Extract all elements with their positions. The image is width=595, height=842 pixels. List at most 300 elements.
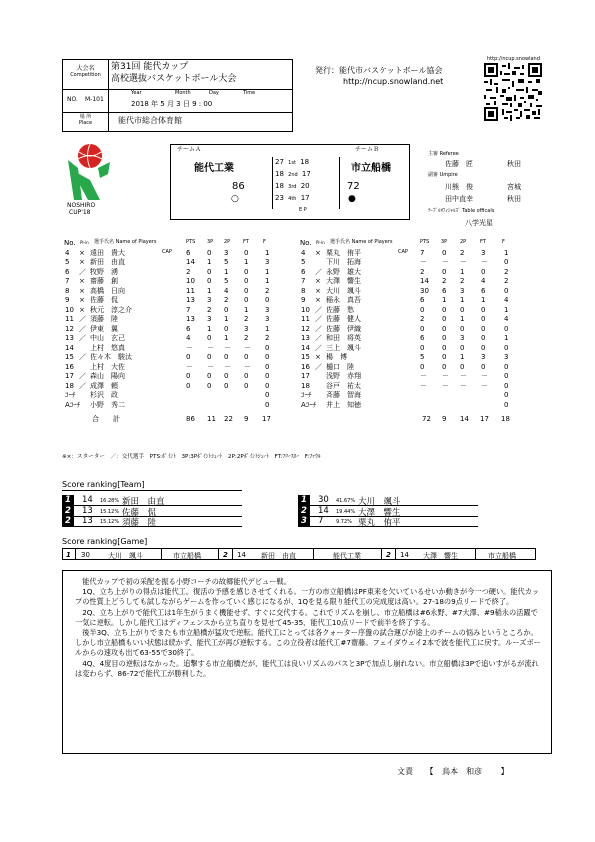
umpire-label: 副審 Umpire [428,172,458,178]
player-fouls: 1 [504,305,509,314]
player-entry-mark: ／ [79,372,86,380]
ranking-rank: 1 [65,495,71,505]
player-2p: 0 [460,343,465,352]
table-officials-value: 八学光星 [465,219,493,227]
period-3-label: 3rd [288,184,297,190]
date-label-month: Month [175,90,191,96]
player-fouls: 2 [265,286,270,295]
game-name-1: 大川 颯斗 [108,552,143,560]
place-value: 能代市総合体育館 [118,116,182,125]
abbreviation-legend: ※×：スターター ／：交代選手 PTS:ﾎﾟｲﾝﾄ 3P:3Pﾎﾟｲﾝﾄｼｭｰﾄ 2P:2Pﾎﾟｲﾝﾄｼｭｰﾄ FT:ﾌﾘｰｽﾛｰ F:ﾌｧｳﾙ [62,454,321,460]
player-fouls: 3 [265,258,270,266]
player-pts: 13 [186,296,195,304]
player-pts: 0 [420,343,425,352]
player-ft: 0 [244,277,249,285]
table-officials-label: ﾃｰﾌﾞﾙｵﾌｨｼｬﾙｽﾞ Table officals [428,208,495,214]
player-ft: 1 [244,258,249,266]
header-2p: 2P [224,239,231,245]
author-label: 文責 [397,767,413,776]
player-fouls: 4 [504,315,509,323]
player-entry-mark: ／ [315,334,322,342]
player-name: 成澤 頼 [90,381,118,390]
player-2p: 1 [460,267,465,276]
qr-code-icon [484,63,542,121]
player-name: 和田 将英 [326,334,361,342]
competition-row [63,60,292,90]
player-entry-mark: × [79,286,85,295]
player-entry-mark: ／ [315,267,322,276]
player-fouls: 2 [265,334,270,342]
player-ft: － [244,362,251,371]
player-3p: 1 [207,258,212,266]
player-3p: 0 [207,277,212,285]
player-entry-mark: × [79,277,85,285]
ranking-pts: 13 [82,516,93,526]
player-pts: － [420,372,427,380]
player-3p: 6 [442,286,447,295]
player-fouls: 2 [504,277,509,285]
report-paragraph: 後半3Q、立ち上がりでまたも市立船橋が猛攻で逆転。能代工にとっては各クォーター序盤の試合運びが途上のチームの悩みというところか。しかし市立船橋もいい状態は続かず、能代工が再び逆転する。この立役者は能代工#7齋藤。フェイダウェイ2本で波を能代工に戻す。ルーズボールからの速攻も出て63-55で30終了。 [75,628,541,658]
player-3p: 0 [442,267,447,276]
author-line [397,767,509,777]
game-rank-3: 2 [386,551,391,559]
player-name: 中山 玄己 [90,334,125,342]
player-name: 伊東 翼 [90,324,118,333]
player-2p: － [224,362,231,371]
player-fouls: 3 [265,315,270,323]
player-name: 遠田 貴大 [90,248,125,257]
player-3p: － [207,343,214,352]
player-3p: － [442,258,449,266]
player-2p: 0 [224,372,229,380]
player-number: 12 [301,324,310,333]
player-name: 佐々木 駿汰 [90,353,132,361]
player-number: 13 [301,334,310,342]
player-entry-mark: ／ [315,315,322,323]
player-ft: 0 [481,305,486,314]
period-row [275,158,309,166]
player-name: 大澤 響生 [326,277,361,285]
date-value: 2018 年 5 月 3 日 9 : 00 [131,100,213,108]
player-2p: 1 [224,267,229,276]
date-label-year: Year [131,90,142,96]
player-3p: 0 [442,362,447,371]
player-fouls: 2 [504,267,509,276]
player-2p: 3 [460,334,465,342]
player-number: 17 [65,372,74,380]
player-2p: 2 [460,248,465,257]
referee-pref: 秋田 [507,160,521,168]
player-number: 5 [65,258,70,266]
player-fouls: 0 [504,391,509,399]
place-label: 場 所 [79,114,92,120]
player-name: 下川 拓海 [326,258,361,266]
header-ft: FT [243,239,249,245]
ranking-game-title: Score ranking[Game] [62,537,148,546]
place-row [63,112,292,131]
player-number: 15 [65,353,74,361]
ranking-pts: 14 [82,495,93,505]
player-number: 10 [301,305,310,314]
player-name: 三上 颯斗 [326,343,361,352]
header-ft: FT [480,239,486,245]
player-fouls: 4 [504,296,509,304]
umpire2-pref: 秋田 [507,195,521,203]
total-f: 17 [262,415,271,423]
player-number: 8 [65,286,70,295]
player-2p: 0 [460,305,465,314]
ranking-pct: 15.12% [100,508,120,515]
period-1-b: 18 [300,158,310,166]
player-name: 谷戸 祐太 [326,381,361,390]
player-entry-mark: ／ [79,267,86,276]
ranking-name: 大澤 響生 [358,507,401,518]
game-pts-2: 14 [237,551,246,559]
player-ft: 0 [481,267,486,276]
player-2p: 0 [224,381,229,390]
player-number: 5 [301,258,306,266]
player-number: ｺｰﾁ [301,391,312,399]
ranking-pts: 30 [318,495,329,505]
report-paragraph: 1Q、立ち上がりの得点は能代工。復活の予感を感じさせてくれる。一方の市立船橋はPF東来を欠いているせいか動きが今一つ硬い。能代カップの性質上どうしても試しながらゲームを作っていく感じになるが、1Qを見る限り能代工の完成度は高い。27-18の9点リードで終了。 [75,587,540,607]
competition-label-en: Competition [70,71,101,78]
place-label-en: Place [78,119,93,126]
team-b-player-table [298,240,528,426]
player-2p: 1 [224,334,229,342]
header-pin: Pl-in [80,240,89,245]
player-ft: 0 [481,343,486,352]
player-name: 佐藤 侃 [90,296,118,304]
player-name: 栗丸 侑平 [326,248,361,257]
player-ft: － [481,372,488,380]
header-no: No. [300,239,312,247]
totals-row [62,416,287,426]
player-entry-mark: ／ [315,343,322,352]
player-pts: 4 [186,334,191,342]
player-entry-mark: ／ [315,305,322,314]
game-team-2: 能代工業 [333,552,361,560]
player-pts: 6 [186,248,191,257]
totals-label: 合 計 [92,415,120,423]
player-name: 樋口 陸 [326,362,354,371]
umpire2-name: 田中直幸 [445,195,473,203]
player-2p: － [460,381,467,390]
player-fouls: 1 [265,277,270,285]
player-entry-mark: ／ [79,381,86,390]
ranking-rank: 2 [301,505,307,516]
player-ft: － [481,258,488,266]
captain-mark: CAP [398,248,408,255]
referee-name: 佐藤 匠 [445,160,473,168]
player-pts: 7 [420,248,425,257]
ranking-name: 佐藤 侃 [122,507,157,518]
player-name: 楊 博 [326,353,347,361]
ranking-pts: 7 [318,516,324,526]
player-entry-mark: ／ [79,353,86,361]
player-pts: 30 [420,286,429,295]
player-ft: 4 [481,277,486,285]
player-ft: 0 [244,248,249,257]
ranking-pct: 16.28% [100,498,120,504]
player-ft: － [481,381,488,390]
player-ft: － [244,343,251,352]
player-2p: 1 [224,315,229,323]
ranking-pts: 14 [318,505,329,516]
player-fouls: 1 [265,248,270,257]
player-ft: 2 [244,315,249,323]
umpire1-pref: 宮城 [507,183,521,191]
ranking-rank: 2 [65,505,71,516]
date-label-time: Time [243,90,256,96]
player-number: 13 [65,334,74,342]
period-1-label: 1st [288,160,296,166]
publisher-url[interactable]: http://ncup.snowland.net [343,77,444,86]
player-fouls: 1 [504,248,509,257]
umpire1-name: 川熊 俊 [445,183,473,191]
header-table [62,59,293,132]
player-number: Aｺｰﾁ [301,400,317,409]
team-b-total: 72 [347,181,360,192]
header-3p: 3P [441,239,448,245]
number-value: M-101 [85,96,104,103]
number-label: NO. [67,96,78,103]
ranking-pct: 15.12% [100,519,120,525]
player-pts: 6 [186,324,191,333]
player-fouls: 0 [265,391,270,399]
player-entry-mark: × [315,248,321,257]
player-ft: 0 [244,296,249,304]
player-name: 上村 大佐 [90,362,125,371]
player-ft: 0 [244,381,249,390]
player-2p: － [460,258,467,266]
player-name: 大川 颯斗 [326,286,361,295]
player-2p: 0 [224,353,229,361]
game-rank-2: 2 [223,551,228,559]
player-3p: 2 [207,305,212,314]
period-3-a: 18 [275,182,284,190]
player-name: 上村 悠真 [90,343,125,352]
report-paragraph: 能代カップで初の采配を振る小野コーチの故郷能代デビュー戦。 [75,577,291,586]
player-ft: 0 [481,324,486,333]
noshiro-cup-logo-icon [60,140,118,202]
total-ft: 9 [244,415,249,423]
player-number: 16 [65,362,74,371]
player-2p: 0 [224,305,229,314]
header-f: F [502,239,505,245]
player-2p: 0 [224,324,229,333]
player-name: 齋藤 創 [90,277,118,285]
player-fouls: 0 [265,372,270,380]
player-name: 須藤 陸 [90,315,118,323]
player-ft: 3 [244,324,249,333]
player-fouls: 0 [504,324,509,333]
period-4-b: 17 [300,194,310,202]
ranking-rank: 1 [301,495,307,505]
team-b-name: 市立船橋 [351,163,391,174]
game-team-1: 市立船橋 [173,552,201,560]
player-pts: 6 [420,334,425,342]
author-name: 鳥本 和彦 [442,767,483,776]
player-number: 8 [301,286,306,295]
referee-label: 主審 Referee [428,151,459,157]
player-number: 18 [301,381,310,390]
player-number: Aｺｰﾁ [65,400,81,409]
player-pts: 2 [420,315,425,323]
player-3p: 0 [442,343,447,352]
player-3p: 2 [442,277,447,285]
logo-text-line1: NOSHIRO [67,202,96,209]
player-pts: 10 [186,277,195,285]
number-date-row [63,89,292,113]
header-name: 選手氏名 Name of Players [94,239,157,245]
player-pts: 14 [420,277,429,285]
player-number: 15 [301,353,310,361]
player-3p: 0 [207,353,212,361]
player-2p: 5 [224,258,229,266]
game-report-box [62,570,552,754]
player-2p: 3 [224,248,229,257]
player-name: 森山 陽向 [90,372,125,380]
score-box [170,144,410,220]
player-fouls: 3 [265,305,270,314]
player-entry-mark: ／ [315,324,322,333]
player-number: 9 [65,296,70,304]
player-entry-mark: × [315,286,321,295]
player-2p: 0 [460,324,465,333]
publisher-text: 発行：能代市バスケットボール協会 [315,66,443,75]
player-name: 永野 雄大 [326,267,361,276]
player-3p: 0 [442,353,447,361]
team-b-label: チームＢ [355,146,380,153]
player-pts: 7 [186,305,191,314]
player-name: 佐藤 伊織 [326,324,361,333]
player-2p: 1 [460,296,465,304]
player-3p: 0 [442,315,447,323]
player-number: 16 [301,362,310,371]
totals-row [298,416,528,426]
player-number: 12 [65,324,74,333]
game-name-2: 新田 由直 [261,552,296,560]
competition-title-line2: 高校選抜バスケットボール大会 [111,74,237,84]
player-pts: － [186,343,193,352]
player-entry-mark: × [79,248,85,257]
player-3p: 0 [207,248,212,257]
player-name: 小野 秀二 [90,400,125,409]
player-number: 11 [65,315,74,323]
player-pts: 5 [420,353,425,361]
author-bracket-open: 【 [425,767,434,776]
player-name: 浅野 赤翔 [326,372,361,380]
player-name: 稲永 真吾 [326,296,361,304]
player-fouls: 1 [504,334,509,342]
player-3p: 1 [207,286,212,295]
player-3p: 0 [442,324,447,333]
date-label-day: Day [209,90,219,96]
period-row [275,182,310,190]
player-fouls: 0 [265,353,270,361]
player-2p: 2 [460,277,465,285]
player-name: 高橋 日向 [90,286,125,295]
player-pts: － [186,362,193,371]
player-pts: － [420,381,427,390]
team-a-name: 能代工業 [194,163,234,174]
player-number: 18 [65,381,74,390]
player-2p: 5 [224,277,229,285]
report-paragraph: 2Q、立ち上がりで能代工は1年生がうまく機能せず、すぐに交代する。これでリズムを崩し、市立船橋は#6永野、#7大澤、#9稲永の活躍で一気に逆転。しかし能代工はディフェンスから立ち直りを見せて45-35、能代工10点リードで前半を終了する。 [75,607,538,627]
ranking-game-box [62,548,536,560]
ranking-team-title: Score ranking[Team] [62,480,145,489]
player-number: 7 [65,277,70,285]
header-pts: PTS [420,239,430,245]
game-pts-3: 14 [400,551,409,559]
player-2p: 0 [460,362,465,371]
player-3p: 0 [207,381,212,390]
player-number: 7 [301,277,306,285]
total-pts: 72 [422,415,431,423]
player-entry-mark: × [79,296,85,304]
player-pts: 2 [186,267,191,276]
header-f: F [263,239,266,245]
player-pts: － [420,258,427,266]
header-pin: Pl-in [316,240,325,245]
period-row [275,170,311,178]
player-3p: 0 [207,334,212,342]
ranking-name: 新田 由直 [122,497,165,507]
competition-label: 大会名 [76,65,95,72]
ranking-pct: 19.44% [336,508,356,515]
header-no: No. [64,239,76,247]
player-2p: 1 [460,315,465,323]
player-ft: 0 [244,372,249,380]
player-3p: 3 [207,296,212,304]
player-pts: 0 [420,305,425,314]
player-name: 新田 由直 [90,258,125,266]
ranking-row [62,506,242,517]
player-name: 佐藤 愁 [326,305,354,314]
captain-mark: CAP [162,248,172,255]
ranking-rank: 3 [301,516,307,526]
period-1-a: 27 [275,158,284,166]
player-ft: 3 [481,248,486,257]
team-a-label: チームＡ [177,146,202,153]
player-3p: 0 [442,248,447,257]
ranking-row [62,516,242,527]
player-pts: 0 [420,324,425,333]
player-pts: 0 [186,353,191,361]
player-name: 佐藤 健人 [326,315,361,323]
player-ft: 1 [481,296,486,304]
player-name: 牧野 湧 [90,267,118,276]
player-pts: 13 [186,315,195,323]
period-3-b: 20 [300,182,310,190]
player-number: 6 [301,267,306,276]
player-fouls: 1 [265,267,270,276]
player-ft: 0 [244,286,249,295]
game-team-3: 市立船橋 [488,552,516,560]
player-ft: 0 [481,334,486,342]
player-ft: 0 [481,315,486,323]
player-number: 14 [65,343,74,352]
player-2p: 1 [460,353,465,361]
player-ft: 0 [481,362,486,371]
period-2-a: 18 [275,170,284,178]
game-pts-1: 30 [81,551,90,559]
player-3p: 3 [207,315,212,323]
player-fouls: 0 [265,362,270,371]
player-fouls: 0 [265,400,270,409]
team-a-total: 86 [232,181,245,192]
ranking-row [298,506,478,517]
